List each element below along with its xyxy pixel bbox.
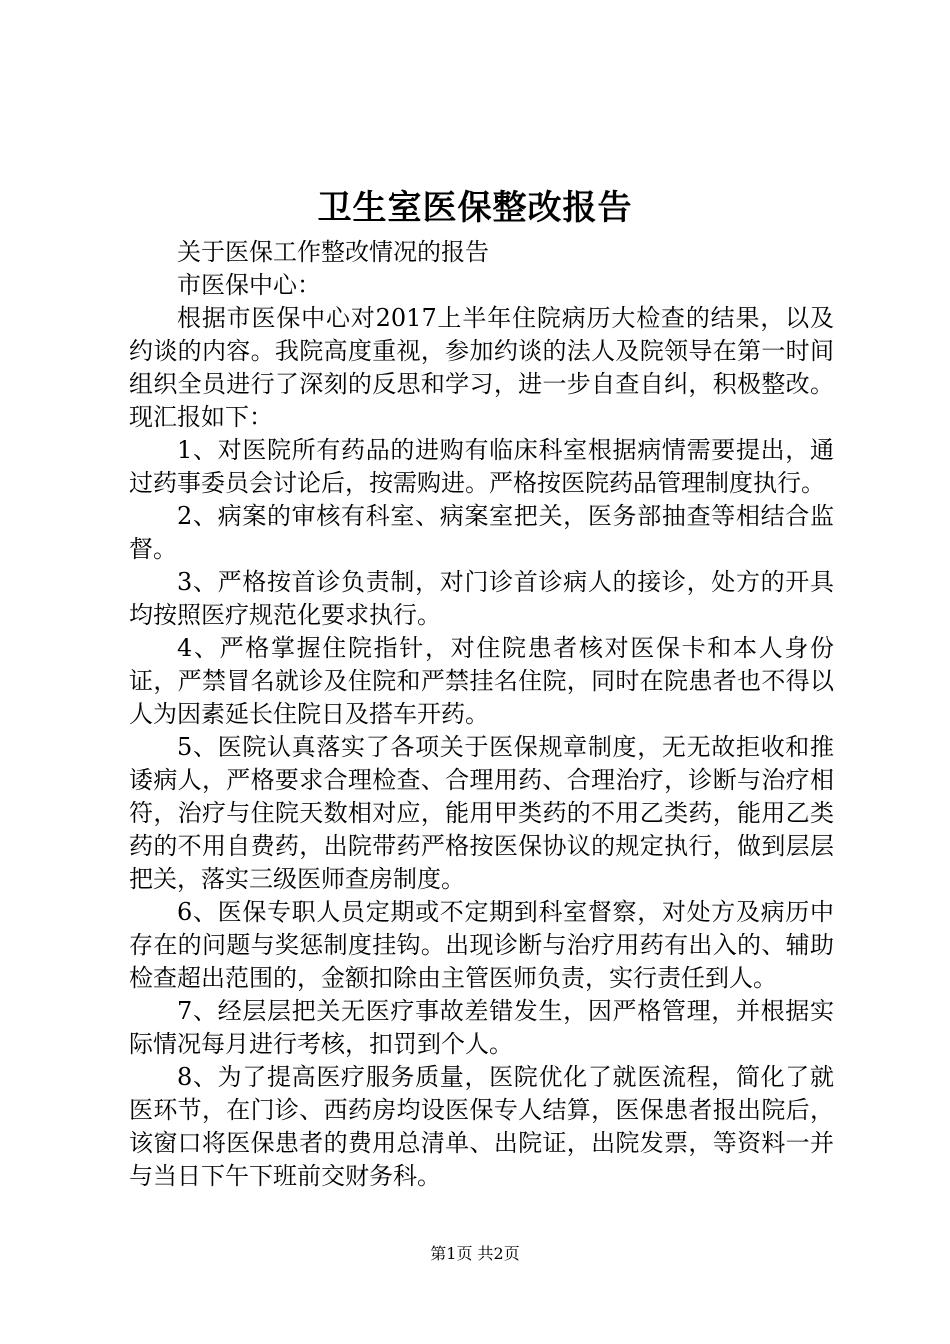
report-subject: 关于医保工作整改情况的报告 (177, 238, 489, 266)
item-5-paragraph: 5、医院认真落实了各项关于医保规章制度，无无故拒收和推诿病人，严格要求合理检查、合理用药、合理治疗，诊断与治疗相符，治疗与住院天数相对应，能用甲类药的不用乙类药，能用乙类药的不用自费药，出院带药严格按医保协议的规定执行，做到层层把关，落实三级医师查房制度。 (129, 733, 834, 893)
item-1-paragraph: 1、对医院所有药品的进购有临床科室根据病情需要提出，通过药事委员会讨论后，按需购进。严格按医院药品管理制度执行。 (129, 436, 834, 497)
page-number-footer: 第1页 共2页 (430, 1244, 520, 1263)
document-body (129, 236, 834, 1193)
item-7-paragraph: 7、经层层把关无医疗事故差错发生，因严格管理，并根据实际情况每月进行考核，扣罚到个人。 (129, 997, 834, 1058)
item-4-paragraph: 4、严格掌握住院指针，对住院患者核对医保卡和本人身份证，严禁冒名就诊及住院和严禁挂名住院，同时在院患者也不得以人为因素延长住院日及搭车开药。 (129, 634, 834, 728)
item-2-paragraph: 2、病案的审核有科室、病案室把关，医务部抽查等相结合监督。 (129, 502, 834, 563)
item-3-paragraph: 3、严格按首诊负责制，对门诊首诊病人的接诊，处方的开具均按照医疗规范化要求执行。 (129, 568, 834, 629)
document-title: 卫生室医保整改报告 (317, 188, 633, 228)
intro-paragraph: 根据市医保中心对2017上半年住院病历大检查的结果，以及约谈的内容。我院高度重视，参加约谈的法人及院领导在第一时间组织全员进行了深刻的反思和学习，进一步自查自纠，积极整改。现汇报如下： (129, 304, 834, 431)
salutation: 市医保中心： (177, 271, 321, 299)
item-8-paragraph: 8、为了提高医疗服务质量，医院优化了就医流程，简化了就医环节，在门诊、西药房均设医保专人结算，医保患者报出院后，该窗口将医保患者的费用总清单、出院证，出院发票，等资料一并与当日下午下班前交财务科。 (129, 1063, 834, 1190)
item-6-paragraph: 6、医保专职人员定期或不定期到科室督察，对处方及病历中存在的问题与奖惩制度挂钩。出现诊断与治疗用药有出入的、辅助检查超出范围的，金额扣除由主管医师负责，实行责任到人。 (129, 898, 834, 992)
